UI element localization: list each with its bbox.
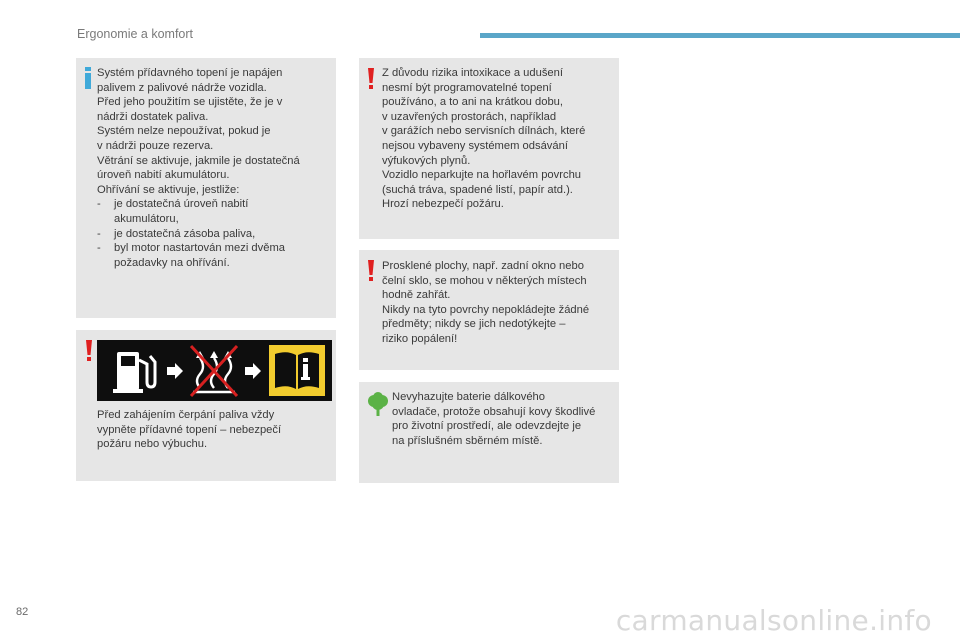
warning-icon [368, 260, 374, 282]
info-line: Systém přídavného topení je napájen [97, 67, 283, 79]
warning-line: hodně zahřát. [382, 289, 451, 302]
fuel-pump-icon [113, 352, 155, 393]
list-item [97, 227, 333, 242]
warning-line: (suchá tráva, spadené listí, papír atd.). [382, 183, 573, 196]
warning-box-intoxication [359, 58, 619, 239]
list-item [97, 197, 333, 226]
eco-line: Nevyhazujte baterie dálkového [392, 391, 545, 403]
eco-line: na příslušném sběrném místě. [392, 434, 543, 447]
warning-line: čelní sklo, se mohou v některých místech [382, 274, 587, 287]
info-line: palivem z palivové nádrže vozidla. [97, 81, 267, 94]
eco-line: ovladače, protože obsahují kovy škodlivé [392, 405, 596, 418]
info-line: v nádrži pouze rezerva. [97, 139, 214, 152]
info-box-heater [76, 58, 336, 318]
warning-line: výfukových plynů. [382, 154, 471, 167]
list-item-line: je dostatečná zásoba paliva, [114, 227, 256, 240]
eco-tree-icon [367, 392, 389, 416]
info-line: Systém nelze nepoužívat, pokud je [97, 125, 271, 138]
warning-line: Vozidlo neparkujte na hořlavém povrchu [382, 169, 582, 182]
warning-line: předměty; nikdy se jich nedotýkejte – [382, 318, 566, 331]
list-item-line: byl motor nastartován mezi dvěma [114, 242, 285, 255]
warning-line: v garážích nebo servisních dílnách, které [382, 125, 586, 138]
info-line: Před jeho použitím se ujistěte, že je v [97, 96, 283, 109]
warning-line: Prosklené plochy, např. zadní okno nebo [382, 260, 584, 272]
warning-line: Před zahájením čerpání paliva vždy [97, 409, 275, 421]
header-title: Ergonomie a komfort [77, 27, 194, 41]
manual-book-icon [269, 345, 325, 396]
warning-line: nesmí být programovatelné topení [382, 81, 552, 94]
list-item-line: je dostatečná úroveň nabití [114, 198, 249, 211]
refuel-pictogram [97, 340, 332, 401]
info-line: úroveň nabití akumulátoru. [97, 169, 230, 182]
warning-box-glass [359, 250, 619, 370]
watermark: carmanualsonline.info [615, 604, 932, 637]
arrow-right-icon [167, 363, 183, 379]
warning-line: nejsou vybaveny systémem odsávání [382, 139, 568, 152]
warning-line: vypněte přídavné topení – nebezpečí [97, 423, 282, 436]
list-item-line: požadavky na ohřívání. [114, 256, 230, 269]
list-dash: - [97, 242, 101, 255]
warning-line: používáno, a to ani na krátkou dobu, [382, 96, 563, 109]
page-number: 82 [16, 606, 29, 618]
info-line: nádrži dostatek paliva. [97, 110, 209, 123]
warning-line: Z důvodu rizika intoxikace a udušení [382, 67, 563, 79]
warning-line: riziko popálení! [382, 332, 458, 345]
condition-list [97, 197, 333, 270]
list-item-line: akumulátoru, [114, 212, 179, 225]
list-dash: - [97, 198, 101, 211]
eco-box-battery [359, 382, 619, 483]
list-item [97, 241, 333, 270]
warning-line: v uzavřených prostorách, například [382, 110, 557, 123]
arrow-right-icon [245, 363, 261, 379]
warning-icon [86, 340, 92, 362]
info-line: Větrání se aktivuje, jakmile je dostatečná [97, 154, 300, 167]
warning-line: Hrozí nebezpečí požáru. [382, 198, 504, 211]
info-icon [84, 67, 92, 89]
warning-line: požáru nebo výbuchu. [97, 438, 208, 451]
eco-line: pro životní prostředí, ale odevzdejte je [392, 420, 582, 433]
header-bar [480, 33, 960, 38]
list-dash: - [97, 227, 101, 240]
info-line: Ohřívání se aktivuje, jestliže: [97, 183, 240, 196]
warning-line: Nikdy na tyto povrchy nepokládejte žádné [382, 303, 590, 316]
warning-icon [368, 68, 374, 90]
